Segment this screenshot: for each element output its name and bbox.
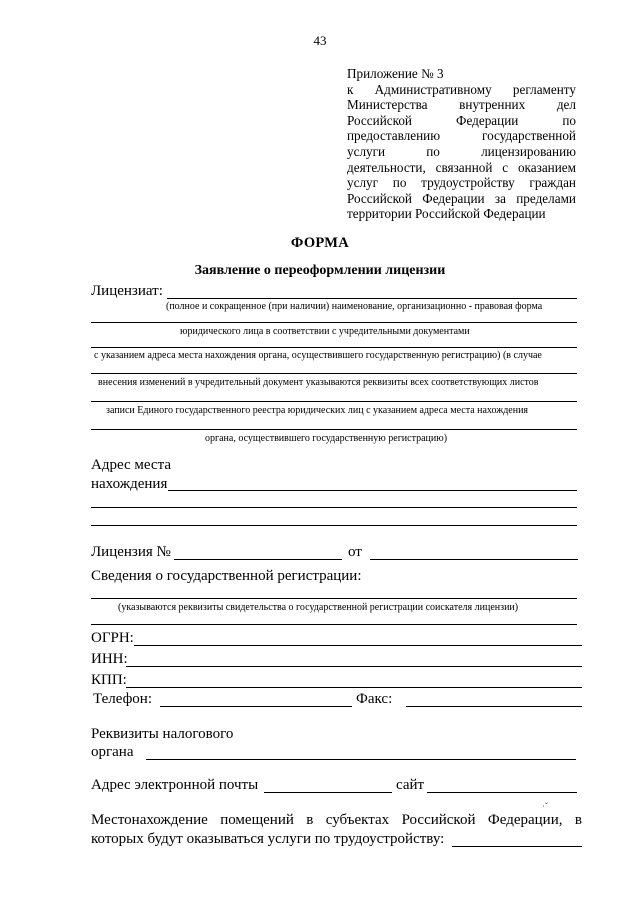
address-label-2: нахождения: [91, 476, 168, 492]
licensee-note-1: (полное и сокращенное (при наличии) наименование, организационно - правовая форма: [166, 301, 543, 312]
licensee-line-4[interactable]: [91, 373, 577, 374]
form-label: ФОРМА: [290, 235, 350, 251]
premises-field[interactable]: [452, 846, 582, 847]
annex-line: [347, 191, 576, 207]
address-field[interactable]: [168, 490, 577, 491]
annex-word: лицензированию: [481, 143, 576, 159]
premises-word: Российской: [401, 812, 476, 828]
premises-word: Федерации,: [487, 812, 563, 828]
licensee-line-5[interactable]: [91, 401, 577, 402]
annex-line: [347, 175, 576, 191]
ogrn-field[interactable]: [134, 645, 582, 646]
annex-word: по: [562, 112, 576, 128]
annex-word: к: [347, 81, 354, 97]
fax-field[interactable]: [406, 706, 582, 707]
annex-word: за: [494, 190, 506, 206]
annex-word: пределами: [516, 190, 576, 206]
page-number: 43: [313, 33, 327, 48]
license-number-field[interactable]: [174, 559, 342, 560]
annex-word: по: [426, 143, 440, 159]
address-label-1: Адрес места: [91, 457, 171, 473]
annex-word: дел: [556, 97, 576, 113]
annex-word: Федерации: [422, 190, 485, 206]
license-date-field[interactable]: [370, 559, 578, 560]
site-label: сайт: [396, 777, 425, 793]
annex-word: по: [392, 175, 407, 191]
premises-word: субъектах: [325, 812, 390, 828]
registration-note: (указываются реквизиты свидетельства о государственной регистрации соискателя лицензии): [118, 602, 519, 613]
annex-word: Российской: [347, 112, 412, 128]
phone-label: Телефон:: [93, 691, 152, 707]
licensee-field[interactable]: [167, 298, 577, 299]
premises-label-2: которых будут оказываться услуги по трудоустройству:: [91, 831, 445, 847]
document-heading: Заявление о переоформлении лицензии: [194, 263, 446, 278]
annex-word: Административному: [374, 81, 492, 97]
license-number-label: Лицензия №: [91, 544, 171, 560]
premises-word: помещений: [220, 812, 294, 828]
annex-word: связанной: [435, 159, 493, 175]
premises-word: в: [574, 812, 582, 828]
premises-label-1: [91, 812, 582, 829]
annex-word: деятельности,: [347, 159, 426, 175]
annex-word: граждан: [529, 175, 576, 191]
licensee-note-6: органа, осуществившего государственную регистрацию): [205, 433, 448, 444]
licensee-note-5: записи Единого государственного реестра юридических лиц с указанием адреса места нахождения: [106, 405, 529, 416]
annex-word: оказанием: [517, 159, 576, 175]
annex-line: [347, 160, 576, 176]
licensee-label: Лицензиат:: [91, 283, 163, 299]
registration-line-2[interactable]: [91, 624, 577, 625]
annex-word: Министерства: [347, 97, 428, 113]
licensee-note-2: юридического лица в соответствии с учредительными документами: [180, 326, 470, 337]
annex-word: государственной: [482, 128, 576, 144]
registration-label: Сведения о государственной регистрации:: [91, 568, 362, 584]
license-date-label: от: [348, 544, 362, 560]
email-label: Адрес электронной почты: [91, 777, 259, 793]
inn-label: ИНН:: [91, 651, 128, 667]
site-field[interactable]: [427, 792, 577, 793]
annex-line: [347, 128, 576, 144]
annex-word: внутренних: [459, 97, 526, 113]
annex-line: [347, 144, 576, 160]
annex-word: Российской: [347, 190, 412, 206]
annex-line: [347, 82, 576, 98]
annex-word: Приложение № 3: [347, 66, 444, 81]
tax-label-1: Реквизиты налогового: [91, 726, 234, 742]
address-line-3[interactable]: [91, 525, 577, 526]
annex-line: [347, 66, 576, 82]
tax-label-2: органа: [91, 744, 134, 760]
annex-word: регламенту: [512, 81, 576, 97]
registration-field[interactable]: [91, 598, 577, 599]
phone-field[interactable]: [160, 706, 352, 707]
licensee-line-2[interactable]: [91, 322, 577, 323]
licensee-line-6[interactable]: [91, 429, 577, 430]
annex-word: территории Российской Федерации: [347, 206, 546, 222]
inn-field[interactable]: [126, 666, 582, 667]
annex-word: услуги: [347, 143, 386, 159]
annex-word: трудоустройству: [421, 175, 515, 191]
premises-word: в: [306, 812, 314, 828]
annex-line: [347, 206, 576, 222]
licensee-note-4: внесения изменений в учредительный документ указываются реквизиты всех соответствующих листов: [98, 377, 539, 388]
annex-block: [347, 66, 576, 222]
scan-mark: ·ˇ: [542, 801, 548, 811]
annex-line: [347, 97, 576, 113]
kpp-label: КПП:: [91, 672, 127, 688]
annex-word: услуг: [347, 175, 379, 191]
ogrn-label: ОГРН:: [91, 630, 134, 646]
annex-line: [347, 113, 576, 129]
licensee-note-3: с указанием адреса места нахождения органа, осуществившего государственную регистрацию) (в случае: [94, 350, 542, 361]
tax-field[interactable]: [146, 759, 576, 760]
kpp-field[interactable]: [126, 687, 582, 688]
fax-label: Факс:: [356, 691, 393, 707]
licensee-line-3[interactable]: [91, 347, 577, 348]
annex-word: предоставлению: [347, 128, 441, 144]
annex-word: с: [502, 159, 509, 175]
annex-word: Федерации: [456, 112, 519, 128]
address-line-2[interactable]: [91, 507, 577, 508]
premises-word: Местонахождение: [91, 812, 208, 828]
email-field[interactable]: [264, 792, 392, 793]
